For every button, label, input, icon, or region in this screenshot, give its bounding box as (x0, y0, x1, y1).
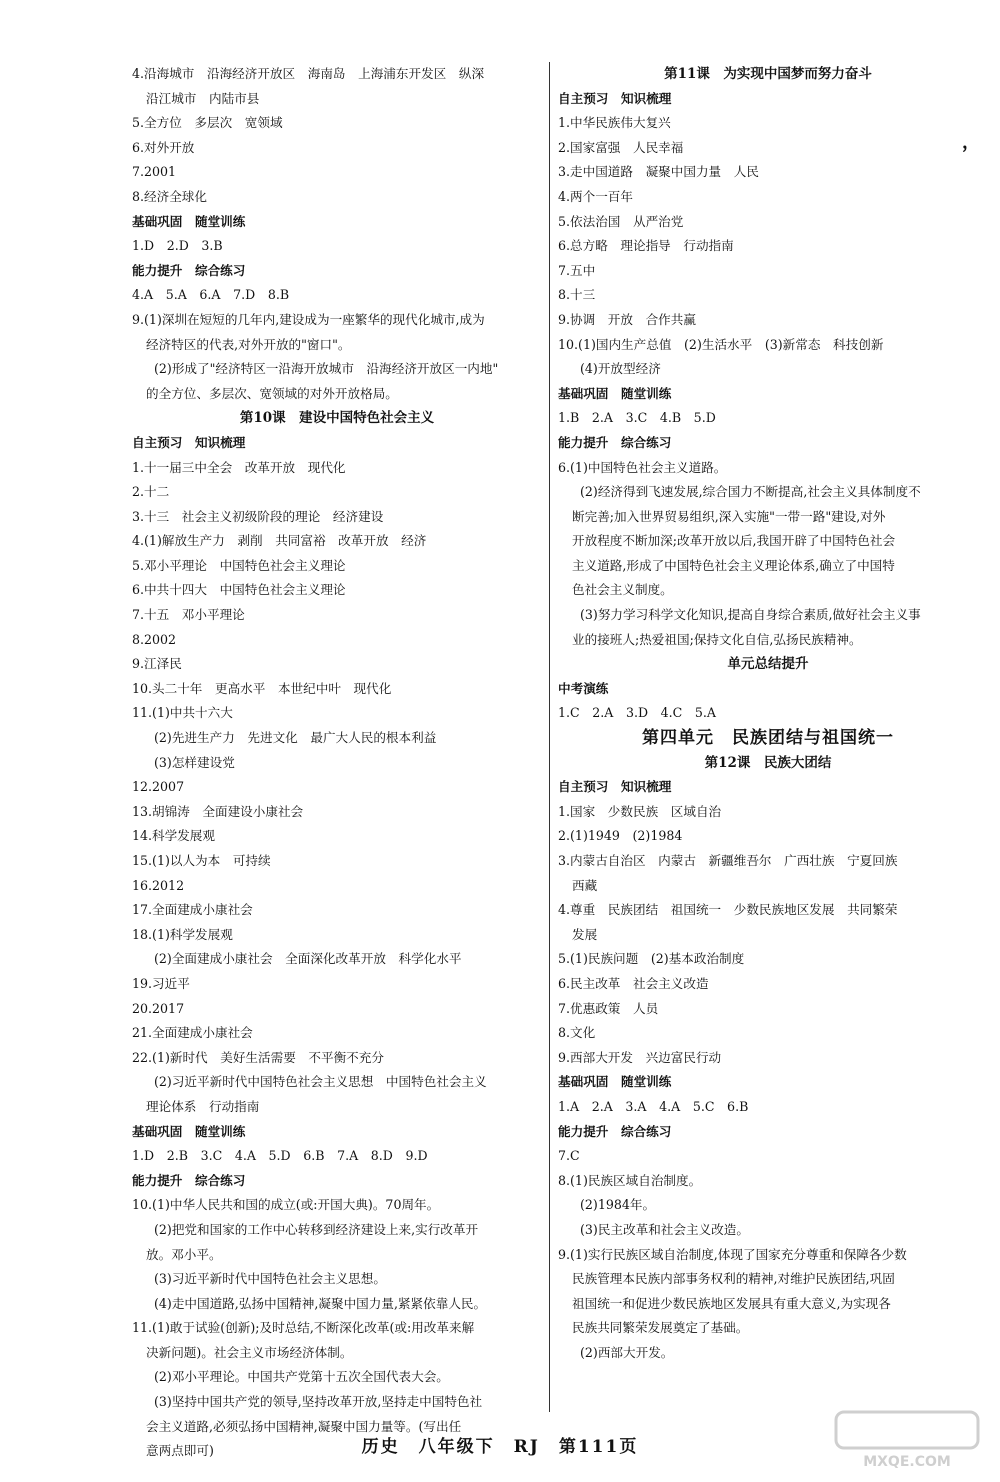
right-line: (2)1984年。 (580, 1197, 656, 1213)
left-line: 2.十二 (132, 484, 170, 500)
left-line: 14.科学发展观 (132, 828, 215, 844)
left-line: 19.习近平 (132, 975, 190, 991)
column-divider (549, 62, 550, 1412)
left-line: 基础巩固 随堂训练 (132, 1123, 246, 1139)
left-line: (2)先进生产力 先进文化 最广大人民的根本利益 (154, 730, 437, 746)
left-line: 1.D 2.B 3.C 4.A 5.D 6.B 7.A 8.D 9.D (132, 1148, 428, 1164)
left-line: 10.头二十年 更高水平 本世纪中叶 现代化 (132, 680, 392, 696)
right-line: 9.西部大开发 兴边富民行动 (558, 1049, 722, 1065)
right-line: (4)开放型经济 (580, 361, 661, 377)
right-line: 5.依法治国 从严治党 (558, 213, 684, 229)
right-line: 第11课 为实现中国梦而努力奋斗 (664, 66, 872, 82)
right-line: 断完善;加入世界贸易组织,深入实施"一带一路"建设,对外 (572, 508, 886, 524)
left-line: 第10课 建设中国特色社会主义 (239, 410, 435, 427)
right-line: 10.(1)国内生产总值 (2)生活水平 (3)新常态 科技创新 (558, 336, 884, 352)
right-line: 8.文化 (558, 1025, 596, 1041)
left-line: 5.全方位 多层次 宽领域 (132, 115, 283, 131)
right-line: 5.(1)民族问题 (2)基本政治制度 (558, 951, 745, 967)
left-line: 16.2012 (132, 877, 185, 893)
left-line: (2)把党和国家的工作中心转移到经济建设上来,实行改革开 (154, 1221, 479, 1237)
right-line: 6.(1)中国特色社会主义道路。 (558, 459, 727, 475)
left-line: 21.全面建成小康社会 (132, 1025, 253, 1041)
right-line: (3)努力学习科学文化知识,提高自身综合素质,做好社会主义事 (580, 607, 921, 623)
right-column (558, 62, 978, 1365)
left-line: 7.十五 邓小平理论 (132, 607, 245, 623)
right-line: 基础巩固 随堂训练 (558, 385, 672, 401)
left-line: 3.十三 社会主义初级阶段的理论 经济建设 (132, 508, 384, 524)
left-line: 9.江泽民 (132, 656, 182, 672)
right-line: 1.A 2.A 3.A 4.A 5.C 6.B (558, 1098, 749, 1114)
left-line: (2)习近平新时代中国特色社会主义思想 中国特色社会主义 (154, 1074, 487, 1090)
left-line: 经济特区的代表,对外开放的"窗口"。 (146, 336, 351, 352)
right-line: 3.走中国道路 凝聚中国力量 人民 (558, 164, 759, 180)
right-line: 自主预习 知识梳理 (558, 779, 672, 795)
left-line: 9.(1)深圳在短短的几年内,建设成为一座繁华的现代化城市,成为 (132, 311, 485, 327)
right-line: 开放程度不断加深;改革开放以后,我国开辟了中国特色社会 (572, 533, 896, 549)
right-line: 7.五中 (558, 262, 596, 278)
right-line: (2)西部大开发。 (580, 1344, 674, 1360)
right-line: 9.(1)实行民族区域自治制度,体现了国家充分尊重和保障各少数 (558, 1246, 907, 1262)
page-footer: 历史 八年级下 RJ 第111页 (361, 1437, 639, 1457)
left-column (132, 62, 542, 1464)
left-line: 意两点即可) (146, 1443, 214, 1459)
left-line: 决新问题)。社会主义市场经济体制。 (146, 1344, 353, 1360)
left-line: 放。邓小平。 (146, 1246, 222, 1262)
right-line: 中考演练 (558, 680, 609, 696)
left-line: 10.(1)中华人民共和国的成立(或:开国大典)。70周年。 (132, 1197, 440, 1213)
right-line: 基础巩固 随堂训练 (558, 1074, 672, 1090)
right-line: 第四单元 民族团结与祖国统一 (642, 728, 894, 749)
right-line: 9.协调 开放 合作共赢 (558, 311, 696, 327)
left-line: 能力提升 综合练习 (132, 262, 246, 278)
left-line: 17.全面建成小康社会 (132, 902, 253, 918)
right-line: 4.尊重 民族团结 祖国统一 少数民族地区发展 共同繁荣 (558, 902, 898, 918)
left-line: (3)习近平新时代中国特色社会主义思想。 (154, 1271, 386, 1287)
right-line: 7.优惠政策 人员 (558, 1000, 659, 1016)
left-line: 基础巩固 随堂训练 (132, 213, 246, 229)
left-line: 7.2001 (132, 164, 177, 180)
right-line: 7.C (558, 1148, 580, 1164)
right-line: 祖国统一和促进少数民族地区发展具有重大意义,为实现各 (572, 1295, 891, 1311)
right-line: 西藏 (572, 877, 598, 893)
right-line: 民族共同繁荣发展奠定了基础。 (572, 1320, 749, 1336)
right-line: 1.国家 少数民族 区域自治 (558, 803, 722, 819)
right-line: 2.国家富强 人民幸福 (558, 139, 684, 155)
left-line: (3)坚持中国共产党的领导,坚持改革开放,坚持走中国特色社 (154, 1394, 483, 1410)
right-line: 3.内蒙古自治区 内蒙古 新疆维吾尔 广西壮族 宁夏回族 (558, 853, 898, 868)
right-line: 能力提升 综合练习 (558, 1123, 672, 1139)
right-line: 6.总方略 理论指导 行动指南 (558, 238, 734, 254)
right-line: (2)经济得到飞速发展,综合国力不断提高,社会主义具体制度不 (580, 484, 921, 500)
right-line: (3)民主改革和社会主义改造。 (580, 1221, 749, 1237)
left-line: 6.中共十四大 中国特色社会主义理论 (132, 582, 346, 598)
left-line: 4.A 5.A 6.A 7.D 8.B (132, 287, 290, 303)
right-line: 8.十三 (558, 287, 596, 303)
left-line: 8.经济全球化 (132, 188, 207, 204)
right-line: 第12课 民族大团结 (704, 754, 832, 771)
left-line: 1.十一届三中全会 改革开放 现代化 (132, 459, 346, 475)
watermark-logo (832, 1408, 982, 1472)
left-line: 6.对外开放 (132, 139, 195, 155)
right-line: 发展 (572, 926, 598, 942)
right-line: 4.两个一百年 (558, 188, 633, 204)
left-line: 12.2007 (132, 779, 185, 795)
left-line: 15.(1)以人为本 可持续 (132, 853, 271, 868)
left-line: 的全方位、多层次、宽领域的对外开放格局。 (146, 385, 398, 401)
left-line: (4)走中国道路,弘扬中国精神,凝聚中国力量,紧紧依靠人民。 (154, 1295, 487, 1311)
left-line: 8.2002 (132, 631, 177, 647)
left-line: 4.(1)解放生产力 剥削 共同富裕 改革开放 经济 (132, 533, 427, 549)
right-line: 业的接班人;热爱祖国;保持文化自信,弘扬民族精神。 (572, 631, 862, 647)
right-line: 色社会主义制度。 (572, 582, 673, 598)
right-line: 能力提升 综合练习 (558, 434, 672, 450)
right-line: 主义道路,形成了中国特色社会主义理论体系,确立了中国特 (572, 557, 895, 573)
left-line: 20.2017 (132, 1000, 185, 1016)
left-line: 11.(1)敢于试验(创新);及时总结,不断深化改革(或:用改革来解 (132, 1320, 475, 1336)
right-line: 1.中华民族伟大复兴 (558, 115, 671, 131)
margin-mark: ， (962, 132, 980, 153)
left-line: 5.邓小平理论 中国特色社会主义理论 (132, 557, 346, 573)
left-line: 13.胡锦涛 全面建设小康社会 (132, 803, 304, 819)
left-line: 自主预习 知识梳理 (132, 434, 246, 450)
left-line: 能力提升 综合练习 (132, 1172, 246, 1188)
right-line: 1.C 2.A 3.D 4.C 5.A (558, 705, 717, 721)
right-line: 6.民主改革 社会主义改造 (558, 975, 709, 991)
right-line: 1.B 2.A 3.C 4.B 5.D (558, 410, 716, 426)
right-line: 自主预习 知识梳理 (558, 90, 672, 106)
left-line: 18.(1)科学发展观 (132, 926, 233, 942)
left-line: (3)怎样建设党 (154, 754, 235, 770)
left-line: (2)邓小平理论。中国共产党第十五次全国代表大会。 (154, 1369, 449, 1385)
left-line: (2)全面建成小康社会 全面深化改革开放 科学化水平 (154, 951, 462, 967)
left-line: 沿江城市 内陆市县 (146, 90, 260, 106)
right-line: 2.(1)1949 (2)1984 (558, 828, 683, 844)
right-line: 单元总结提升 (727, 656, 809, 673)
left-line: 4.沿海城市 沿海经济开放区 海南岛 上海浦东开发区 纵深 (132, 66, 485, 81)
right-line: 8.(1)民族区域自治制度。 (558, 1172, 702, 1188)
left-line: 22.(1)新时代 美好生活需要 不平衡不充分 (132, 1049, 384, 1065)
left-line: 11.(1)中共十六大 (132, 705, 233, 721)
left-line: (2)形成了"经济特区一沿海开放城市 沿海经济开放区一内地" (154, 361, 499, 377)
left-line: 理论体系 行动指南 (146, 1098, 260, 1114)
left-line: 会主义道路,必须弘扬中国精神,凝聚中国力量等。(写出任 (146, 1418, 462, 1434)
left-line: 1.D 2.D 3.B (132, 238, 223, 254)
watermark-text: MXQE.COM (863, 1454, 951, 1470)
right-line: 民族管理本民族内部事务权利的精神,对维护民族团结,巩固 (572, 1271, 895, 1287)
